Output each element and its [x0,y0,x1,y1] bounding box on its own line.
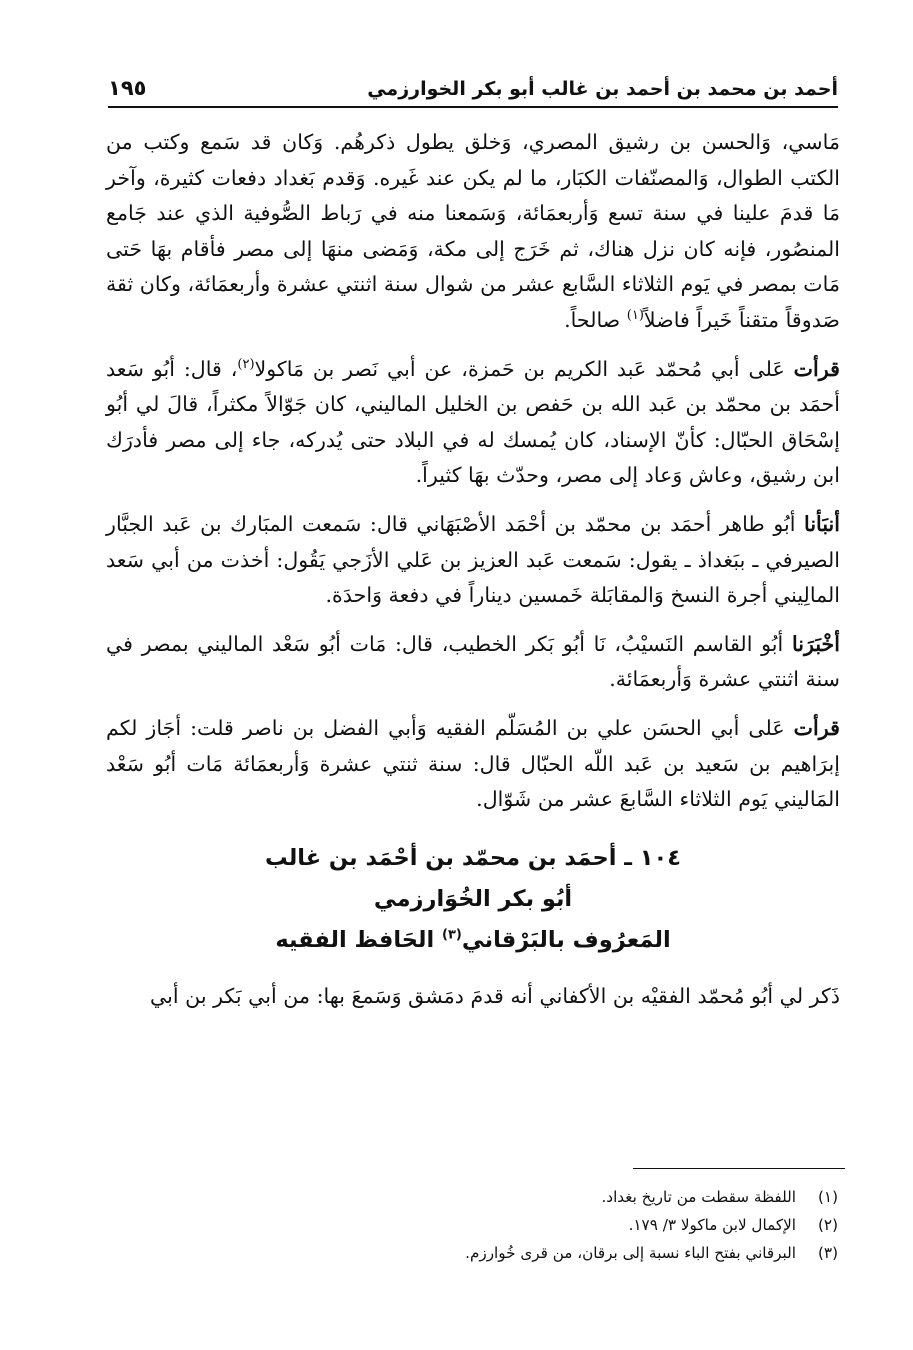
footnote-text: البرقاني بفتح الباء نسبة إلى برقان، من قرى خُوارزم. [465,1244,796,1262]
paragraph-4 [106,627,840,698]
footnote-text: الإكمال لابن ماكولا ٣/ ١٧٩. [628,1216,796,1234]
paragraph-3 [106,507,840,614]
footnote-1 [108,1183,838,1211]
p2-start: عَلى أبي مُحمّد عَبد الكريم بن حَمزة، عن أبي نَصر بن مَاكولا [254,356,794,381]
footnote-text: اللفظة سقطت من تاريخ بغداد. [601,1188,796,1206]
paragraph-2 [106,352,840,494]
footnote-ref-2: (٢) [237,356,255,372]
footnote-divider [633,1168,845,1169]
footnote-number: (١) [817,1188,838,1206]
p2-lead-word: قرأت [793,356,840,381]
p3-lead-word: أنبَأنا [804,511,840,536]
entry-heading-line-3-start: المَعرُوف بالبَرْقاني [461,926,671,953]
main-text [106,125,840,1014]
paragraph-6 [106,979,840,1015]
entry-heading [106,838,840,961]
footnote-2 [108,1211,838,1239]
footnote-ref-3: (٣) [442,927,462,943]
entry-heading-line-3 [106,920,840,961]
footnotes [108,1183,838,1267]
paragraph-1 [106,125,840,339]
footnote-ref-1: (١) [626,308,644,324]
p1-tail: صالحاً. [564,307,627,332]
running-header [108,64,838,108]
p1-line: مَاسي، وَالحسن بن رشيق المصري، وَخلق يطول ذكرهُم. وَكان قد سَمع وكتب من [106,130,840,154]
paragraph-5 [106,711,840,818]
p5-lead-word: قرأت [793,715,840,740]
page-number: ١٩٥ [108,76,147,100]
p4-text: أبُو القاسم النَسيْبُ، نَا أبُو بَكر الخطيب، قال: مَات أبُو سَعْد الماليني بمصر في سنة اثنتي عشرة وَأربعمَائة. [106,631,840,692]
entry-heading-line-2: أبُو بكر الخُوَارزمي [373,885,573,912]
footnote-3 [108,1239,838,1267]
p2-rest: ، قال: أبُو سَعد أحمَد بن محمّد بن عَبد الله بن حَفص بن الخليل الماليني، كان جَوّالاً مكثراً، قالَ لي أبُو إسْحَاق الحبّال: كأنّ الإسناد، كان يُمسك له في البلاد حتى يُدركه، جاء إلى مصر فأدرَك ابن رشيق، وعاش وَعاد إلى مصر، وحدّث بهَا كثيراً. [106,356,840,488]
p3-text: أبُو طاهر أحمَد بن محمّد بن أحْمَد الأصْبَهَاني قال: سَمعت المبَارك بن عَبد الجبَّار الصيرفي ـ ببَغداذ ـ يقول: سَمعت عَبد العزيز بن عَلي الأزَجي يَقُول: أخذت من أبي سَعد المالِيني أجرة النسخ وَالمقابَلة خَمسين ديناراً في دفعة وَاحدَة. [106,511,840,608]
p1-line: المنصُور، فإنه كان نزل هناك، ثم خَرَج إلى مكة، وَمَضى منهَا إلى مصر فأقام بهَا حَتى [106,236,840,261]
footnote-number: (٣) [817,1244,838,1262]
p1-line: مَات بمصر في يَوم الثلاثاء السَّابع عشر من شوال سنة اثنتي عشرة وأربعمَائة، وكان ثقة [106,272,840,297]
entry-heading-line-3-end: الحَافظ الفقيه [275,926,443,953]
p6-text: ذَكر لي أبُو مُحمّد الفقيْه بن الأكفاني أنه قدمَ دمَشق وَسَمعَ بها: من أبي بَكر بن أبي [150,983,840,1008]
p1-line: الكتب الطوال، وَالمصنّفات الكبَار، ما لم يكن عند غَيره. وَقدم بَغداد دفعات كثيرة، [153,165,841,190]
p4-lead-word: أخْبَرَنا [791,631,840,656]
p5-text: عَلى أبي الحسَن علي بن المُسَلّم الفقيه وَأبي الفضل بن ناصر قلت: أجَاز لكم إبرَاهيم بن سَعيد بن عَبد اللّه الحبّال قال: سنة ثنتي عشرة وَأربعمَائة مَات أبُو سَعْد المَاليني يَوم الثلاثاء السَّابعَ عشر من شَوّال. [106,715,840,812]
footnote-number: (٢) [817,1216,838,1234]
running-title: أحمد بن محمد بن أحمد بن غالب أبو بكر الخوارزمي [367,78,838,100]
p1-line: صَدوقاً متقناً خَيراً فاضلاً [643,307,840,332]
p1-line: وآخر مَا قدمَ علينا في سنة تسع وَأربعمَائة، وَسَمعنا منه في رَباط الصُّوفية الذي عند جَامع [106,165,840,226]
entry-heading-line-1: ١٠٤ ـ أحمَد بن محمّد بن أحْمَد بن غالب [265,844,681,871]
